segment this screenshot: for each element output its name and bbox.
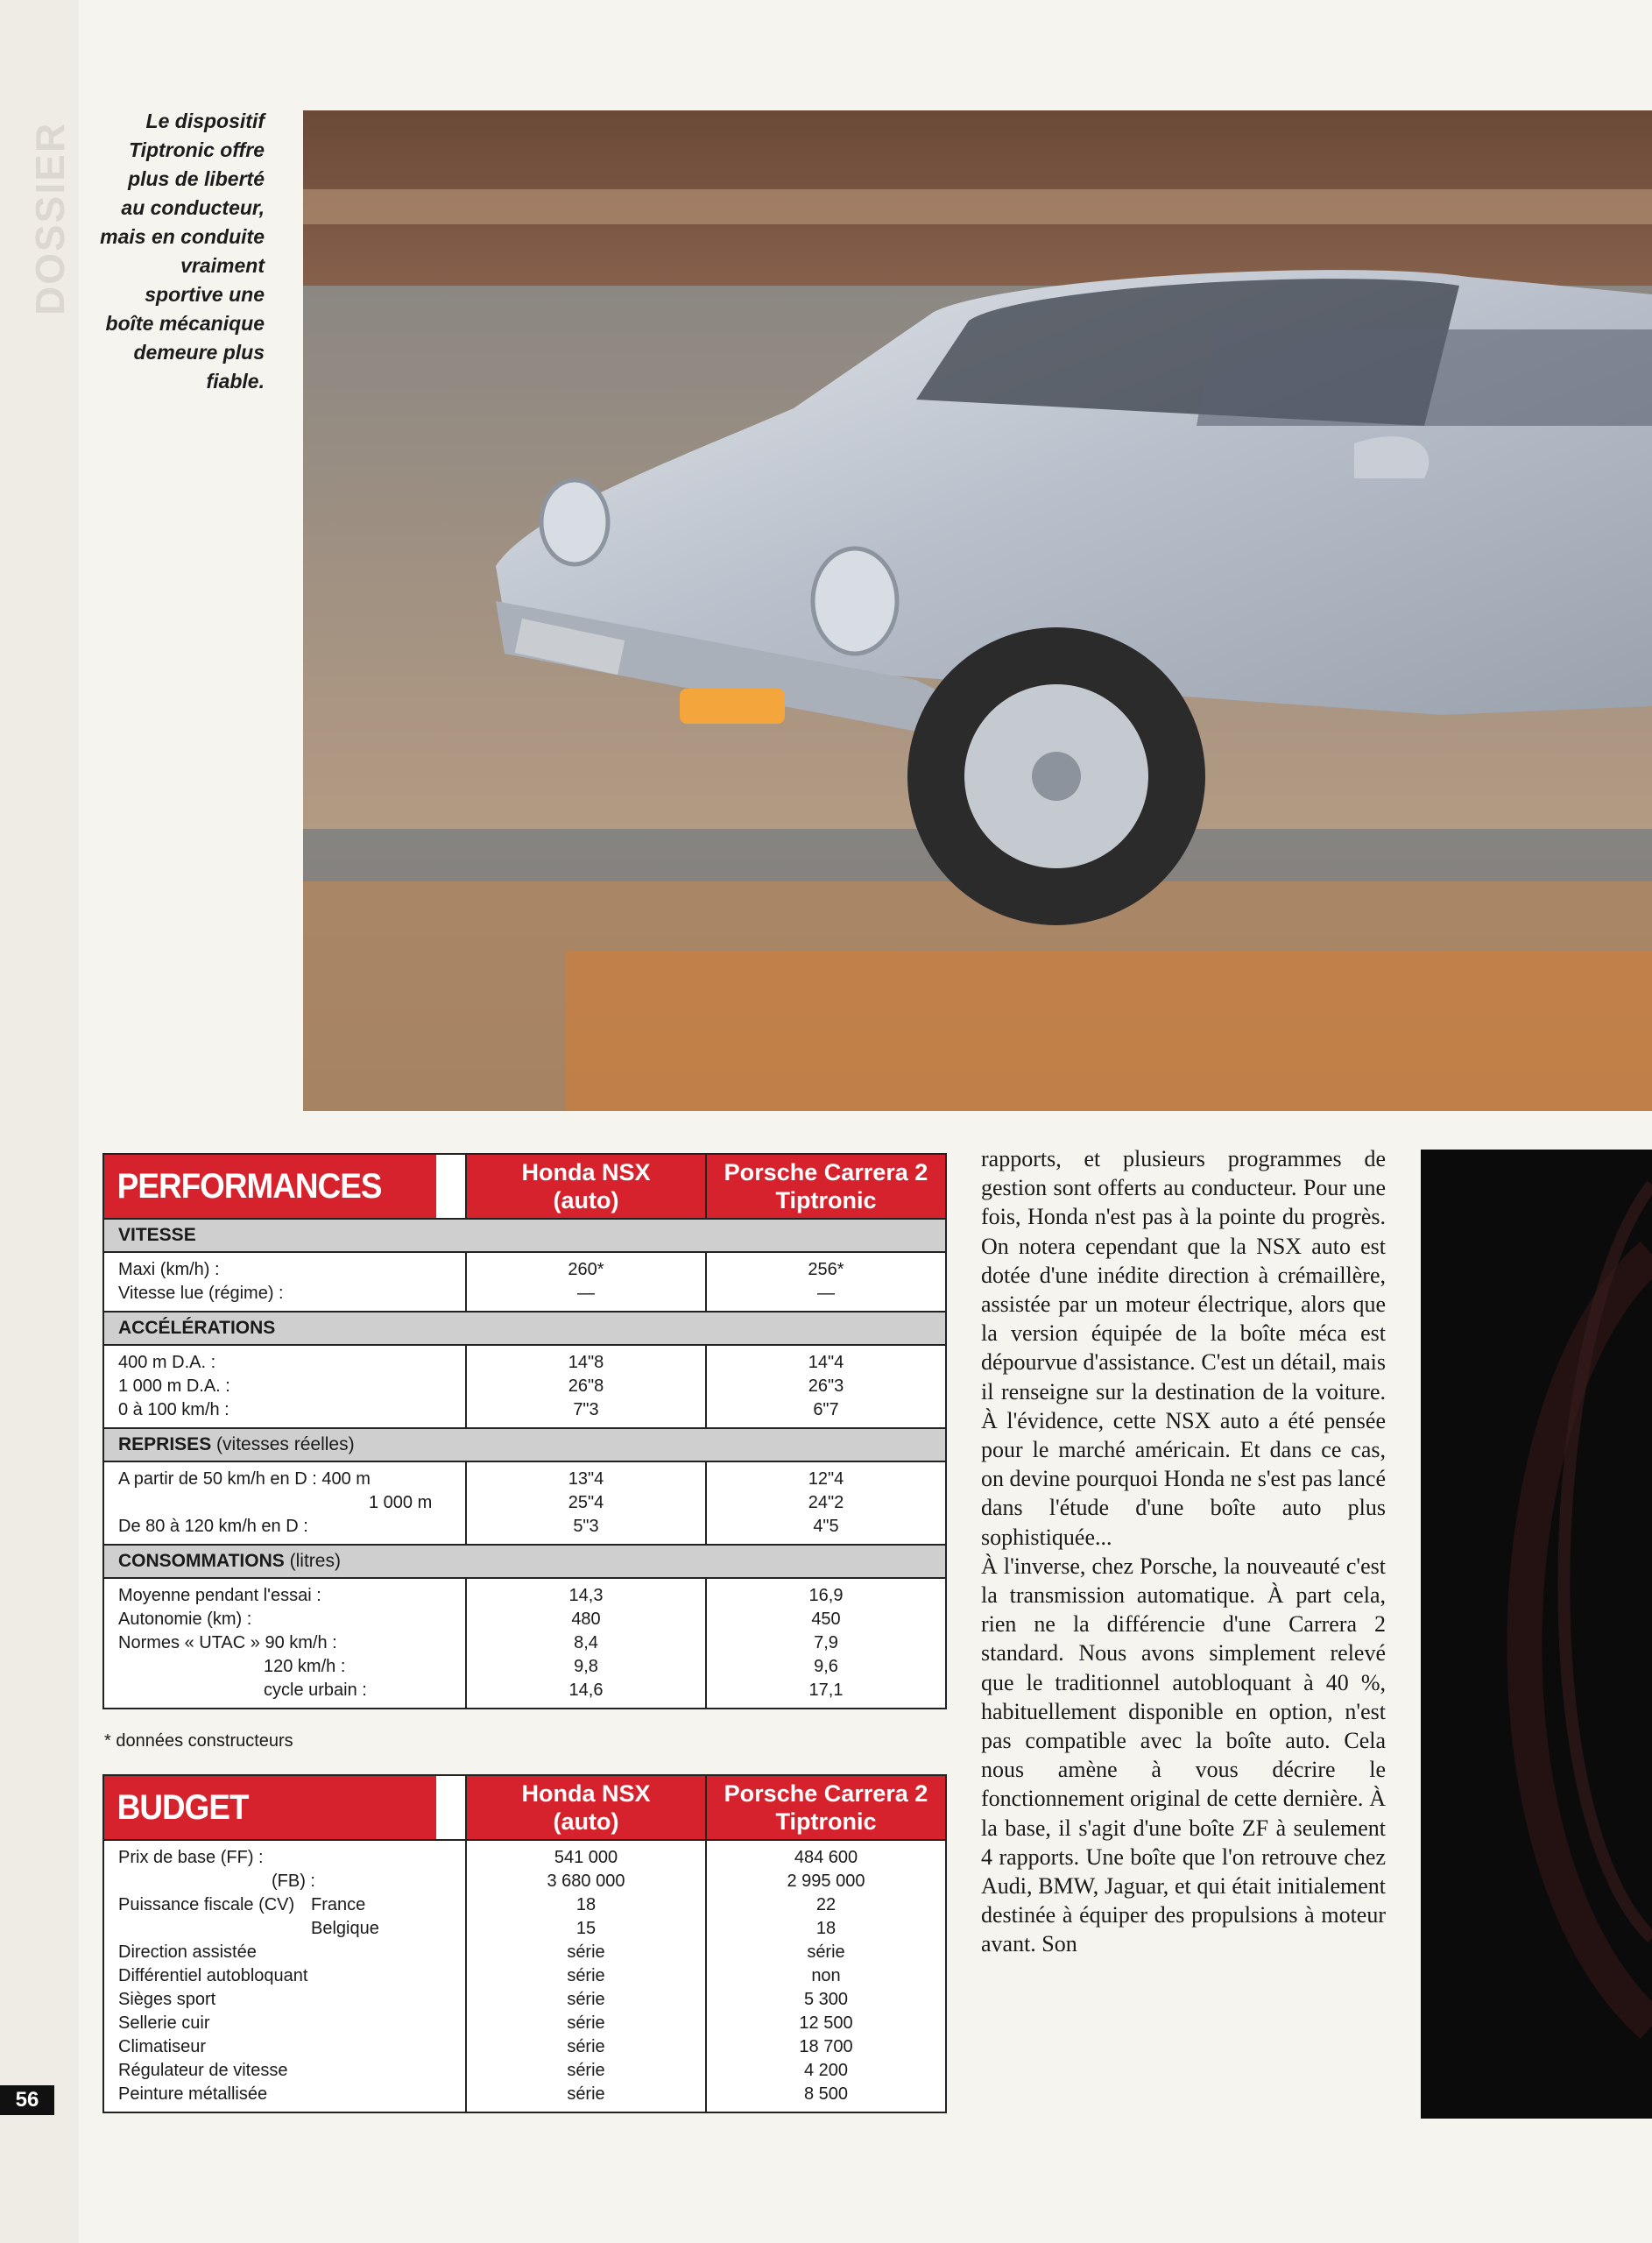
page-number: 56 — [0, 2085, 54, 2115]
col-porsche-header: Porsche Carrera 2 Tiptronic — [705, 1155, 945, 1218]
value-cell: non — [811, 1966, 841, 1985]
performances-header — [104, 1155, 945, 1220]
row-label: Vitesse lue (régime) : — [118, 1284, 284, 1303]
section-title: ACCÉLÉRATIONS — [118, 1318, 276, 1338]
value-cell: 17,1 — [808, 1680, 844, 1700]
honda-values — [465, 1841, 705, 2112]
section-reprises-head — [104, 1429, 945, 1462]
value-cell: 9,6 — [814, 1657, 838, 1676]
section-unit: (litres) — [289, 1551, 341, 1571]
honda-values — [465, 1462, 705, 1544]
value-cell: — — [577, 1284, 595, 1303]
value-cell: 7,9 — [814, 1633, 838, 1652]
value-cell: — — [817, 1284, 835, 1303]
value-cell: 26"3 — [808, 1376, 844, 1396]
budget-table — [102, 1774, 947, 2113]
row-label: 400 m D.A. : — [118, 1353, 216, 1372]
porsche-values — [705, 1253, 945, 1311]
row-label: Sellerie cuir — [118, 2013, 210, 2033]
label-text — [118, 1917, 311, 1941]
value-cell: 484 600 — [794, 1848, 858, 1867]
article-paragraph: À l'inverse, chez Porsche, la nouveauté c'est la transmission automatique. À part cela, rien ne la différencie d'une Carrera 2 standard. Nous avons simplement relevé que le traditionnel autobloquant à 40 %, habituellement disponible en option, n'est pas compatible avec la boîte auto. Cela nous amène à vous décrire le fonctionnement original de cette dernière. À la base, il s'agit d'une boîte ZF à seulement 4 rapports. Une boîte que l'on retrouve chez Audi, BMW, Jaguar, et qui était initialement destinée à équiper des propulsions à moteur avant. Son — [981, 1553, 1386, 1957]
label-text: Puissance fiscale (CV) — [118, 1895, 295, 1914]
side-margin — [0, 0, 79, 2243]
row-label: Climatiseur — [118, 2037, 207, 2056]
value-cell: série — [567, 1966, 605, 1985]
label-column — [104, 1253, 465, 1311]
honda-values — [465, 1346, 705, 1427]
value-cell: 25"4 — [568, 1493, 604, 1512]
value-cell: 14,6 — [568, 1680, 604, 1700]
section-unit: (vitesses réelles) — [216, 1434, 355, 1454]
value-cell: 3 680 000 — [547, 1872, 625, 1891]
article-column — [981, 1144, 1386, 1959]
value-cell: 12"4 — [808, 1469, 844, 1489]
dark-detail-photo — [1421, 1150, 1652, 2119]
section-accelerations-head — [104, 1313, 945, 1346]
budget-header — [104, 1776, 945, 1841]
row-label: cycle urbain : — [264, 1680, 367, 1700]
value-cell: 8 500 — [803, 2084, 849, 2104]
row-label: De 80 à 120 km/h en D : — [118, 1517, 308, 1536]
col-porsche-header: Porsche Carrera 2 Tiptronic — [705, 1776, 945, 1839]
value-cell: 14"4 — [808, 1353, 844, 1372]
col-honda-header: Honda NSX (auto) — [465, 1776, 705, 1839]
value-cell: 7"3 — [573, 1400, 599, 1419]
photo-caption: Le dispositif Tiptronic offre plus de liberté au conducteur, mais en conduite vraiment sportive une boîte mécanique demeure plus fiable. — [100, 110, 265, 393]
value-cell: 15 — [575, 1919, 597, 1938]
row-label: 1 000 m D.A. : — [118, 1376, 230, 1396]
budget-body — [104, 1841, 945, 2112]
value-cell: 256* — [808, 1260, 844, 1279]
value-cell: série — [567, 2013, 605, 2033]
value-cell: 14,3 — [568, 1586, 604, 1605]
value-cell: série — [567, 2037, 605, 2056]
value-cell: 12 500 — [799, 2013, 853, 2033]
honda-values — [465, 1253, 705, 1311]
honda-values — [465, 1579, 705, 1708]
row-label — [118, 1893, 465, 1917]
value-cell: 9,8 — [574, 1657, 598, 1676]
row-label: Moyenne pendant l'essai : — [118, 1586, 321, 1605]
value-cell: 6"7 — [813, 1400, 839, 1419]
section-reprises-body — [104, 1462, 945, 1546]
section-title: VITESSE — [118, 1225, 196, 1245]
section-accelerations-body — [104, 1346, 945, 1429]
row-label: 1 000 m — [369, 1493, 433, 1512]
section-vitesse-body — [104, 1253, 945, 1313]
row-label: A partir de 50 km/h en D : 400 m — [118, 1469, 371, 1489]
value-cell: 16,9 — [808, 1586, 844, 1605]
col-honda-header: Honda NSX (auto) — [465, 1155, 705, 1218]
porsche-values — [705, 1841, 945, 2112]
value-cell: 2 995 000 — [787, 1872, 865, 1891]
value-cell: 26"8 — [568, 1376, 604, 1396]
sub-label: France — [311, 1895, 366, 1914]
row-label — [118, 1917, 465, 1941]
porsche-values — [705, 1462, 945, 1544]
row-label: 120 km/h : — [264, 1657, 346, 1676]
value-cell: 13"4 — [568, 1469, 604, 1489]
label-column — [104, 1346, 465, 1427]
value-cell: 5"3 — [573, 1517, 599, 1536]
row-label: Sièges sport — [118, 1990, 216, 2009]
row-label: Normes « UTAC » 90 km/h : — [118, 1633, 337, 1652]
row-label: Direction assistée — [118, 1942, 257, 1962]
value-cell: 22 — [815, 1895, 837, 1914]
row-label: Différentiel autobloquant — [118, 1966, 308, 1985]
value-cell: série — [567, 2061, 605, 2080]
value-cell: 18 — [815, 1919, 837, 1938]
article-paragraph: rapports, et plusieurs programmes de gestion sont offerts au conducteur. Pour une fois, Honda n'est pas à la pointe du progrès. On notera cependant que la NSX auto est dotée d'une inédite direction à crémaillère, assistée par un moteur électrique, alors que la version équipée de la boîte méca est dépourvue d'assistance. C'est un détail, mais il renseigne sur la destination de la voiture. À l'évidence, cette NSX auto a été pensée pour le marché américain. Et dans ce cas, on devine pourquoi Honda ne s'est pas lancé dans l'étude d'une boîte auto plus sophistiquée... — [981, 1146, 1386, 1550]
value-cell: 18 — [575, 1895, 597, 1914]
row-label: Maxi (km/h) : — [118, 1260, 220, 1279]
performances-title: PERFORMANCES — [104, 1155, 436, 1218]
value-cell: 14"8 — [568, 1353, 604, 1372]
label-column — [104, 1841, 465, 2112]
row-label: Peinture métallisée — [118, 2084, 268, 2104]
footnote: * données constructeurs — [104, 1731, 293, 1751]
label-column — [104, 1462, 465, 1544]
label-column — [104, 1579, 465, 1708]
value-cell: 450 — [811, 1610, 841, 1629]
row-label: Prix de base (FF) : — [118, 1848, 264, 1867]
value-cell: 480 — [571, 1610, 601, 1629]
section-title: REPRISES — [118, 1434, 212, 1454]
value-cell: 4"5 — [813, 1517, 839, 1536]
value-cell: 8,4 — [574, 1633, 598, 1652]
porsche-values — [705, 1346, 945, 1427]
row-label: Autonomie (km) : — [118, 1610, 252, 1629]
section-consommations-body — [104, 1579, 945, 1708]
value-cell: 4 200 — [803, 2061, 849, 2080]
sub-label: Belgique — [311, 1919, 379, 1938]
value-cell: série — [567, 1990, 605, 2009]
section-title: CONSOMMATIONS — [118, 1551, 285, 1571]
budget-title: BUDGET — [104, 1776, 436, 1839]
dossier-watermark: DOSSIER — [27, 121, 73, 315]
row-label: (FB) : — [272, 1872, 315, 1891]
porsche-values — [705, 1579, 945, 1708]
porsche-photo — [303, 110, 1652, 1111]
value-cell: série — [807, 1942, 845, 1962]
section-consommations-head — [104, 1546, 945, 1579]
value-cell: série — [567, 1942, 605, 1962]
value-cell: 541 000 — [554, 1848, 618, 1867]
value-cell: 260* — [568, 1260, 604, 1279]
row-label: 0 à 100 km/h : — [118, 1400, 229, 1419]
value-cell: série — [567, 2084, 605, 2104]
section-vitesse-head — [104, 1220, 945, 1253]
value-cell: 24"2 — [808, 1493, 844, 1512]
row-label: Régulateur de vitesse — [118, 2061, 288, 2080]
value-cell: 18 700 — [799, 2037, 853, 2056]
value-cell: 5 300 — [803, 1990, 849, 2009]
performances-table — [102, 1153, 947, 1709]
